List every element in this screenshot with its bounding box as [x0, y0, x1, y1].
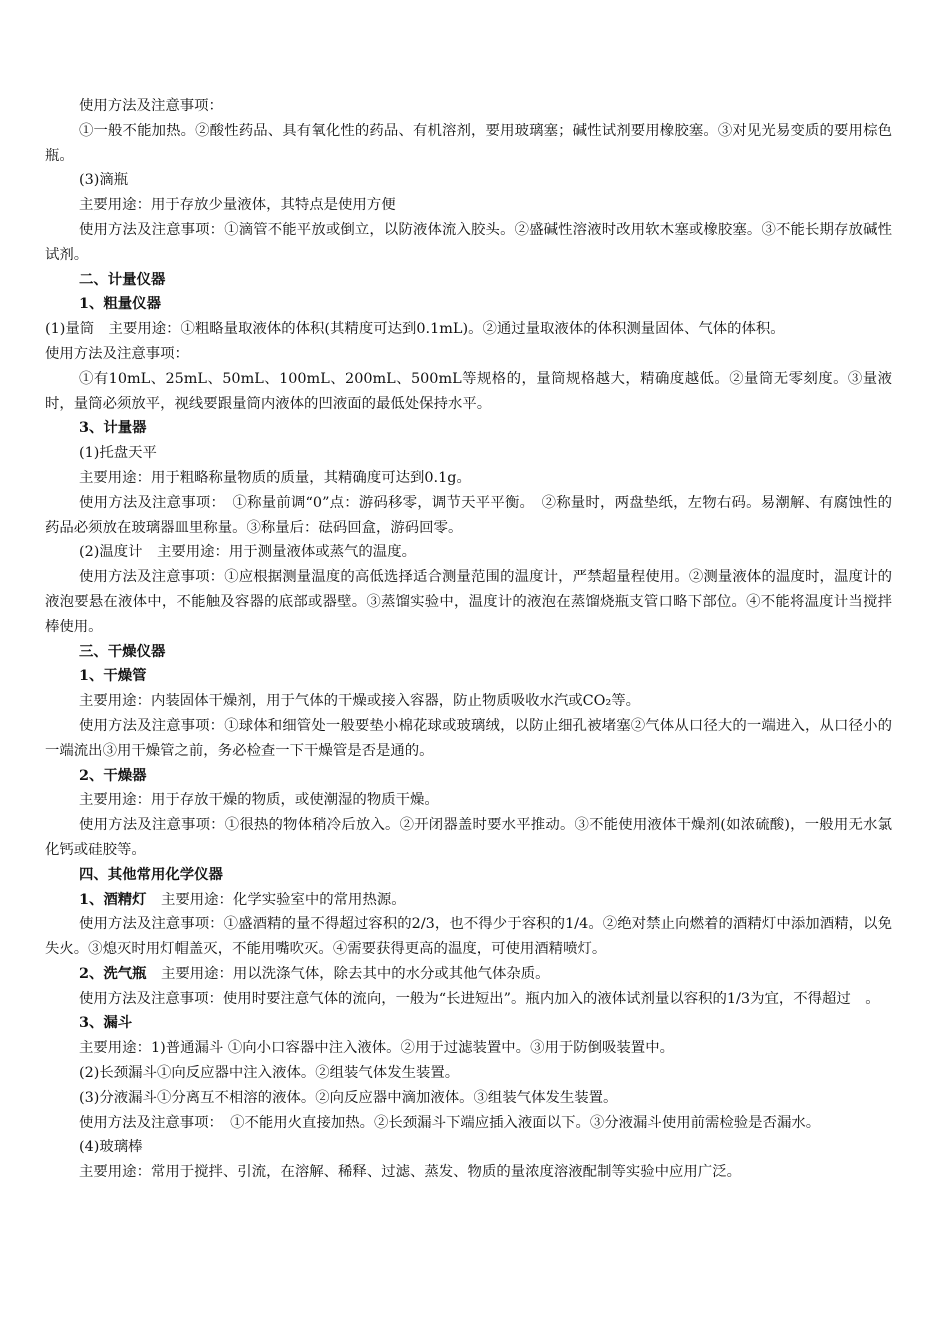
- text-desiccator-notes: 使用方法及注意事项：①很热的物体稍冷后放入。②开闭器盖时要水平推动。③不能使用液体干燥剂(如浓硫酸)，一般用无水氯化钙或硅胶等。: [45, 817, 892, 858]
- text-long-neck-funnel: (2)长颈漏斗①向反应器中注入液体。②组装气体发生装置。: [79, 1065, 460, 1082]
- text-balance-title: (1)托盘天平: [79, 445, 157, 462]
- text-desiccator-usage: 主要用途：用于存放干燥的物质，或使潮湿的物质干燥。: [79, 792, 439, 809]
- text-alcohol-lamp-usage: 主要用途：化学实验室中的常用热源。: [146, 891, 406, 908]
- section-heading-drying: 三、干燥仪器: [79, 642, 166, 660]
- subsection-heading-rough-measuring: 1、粗量仪器: [79, 295, 161, 313]
- text-graduated-cylinder-usage: (1)量筒 主要用途：①粗略量取液体的体积(其精度可达到0.1mL)。②通过量取液体的体积测量固体、气体的体积。: [45, 321, 785, 338]
- section-heading-other-instruments: 四、其他常用化学仪器: [79, 865, 223, 883]
- text-gas-washing-bottle-notes: 使用方法及注意事项：使用时要注意气体的流向，一般为“长进短出”。瓶内加入的液体试剂量以容积的1/3为宜，不得超过 。: [79, 990, 880, 1007]
- text-balance-usage: 主要用途：用于粗略称量物质的质量，其精确度可达到0.1g。: [79, 469, 471, 486]
- text-glass-rod-usage: 主要用途：常用于搅拌、引流，在溶解、稀释、过滤、蒸发、物质的量浓度溶液配制等实验中应用广泛。: [79, 1164, 741, 1181]
- heading-gas-washing-bottle: 2、洗气瓶: [79, 964, 147, 982]
- text-dropper-bottle-title: (3)滴瓶: [79, 172, 129, 189]
- text-gas-washing-bottle-usage: 主要用途：用以洗涤气体，除去其中的水分或其他气体杂质。: [146, 965, 550, 982]
- subsection-heading-funnel: 3、漏斗: [79, 1014, 133, 1032]
- heading-alcohol-lamp: 1、酒精灯: [79, 890, 147, 908]
- text-dropper-bottle-usage: 主要用途：用于存放少量液体，其特点是使用方便: [79, 197, 396, 214]
- text-glass-rod-title: (4)玻璃棒: [79, 1139, 143, 1156]
- text-graduated-cylinder-notes: ①有10mL、25mL、50mL、100mL、200mL、500mL等规格的，量筒规格越大，精确度越低。②量筒无零刻度。③量液时，量筒必须放平，视线要跟量筒内液体的凹液面的最低处保持水平。: [45, 370, 892, 412]
- text-gas-washing-bottle-line: [45, 962, 892, 987]
- text-alcohol-lamp-notes: 使用方法及注意事项：①盛酒精的量不得超过容积的2/3，也不得少于容积的1/4。②绝对禁止向燃着的酒精灯中添加酒精，以免失火。③熄灭时用灯帽盖灭，不能用嘴吹灭。④需要获得更高的温度，可使用酒精喷灯。: [45, 916, 892, 958]
- text-separatory-funnel: (3)分液漏斗①分离互不相溶的液体。②向反应器中滴加液体。③组装气体发生装置。: [79, 1089, 618, 1106]
- text-drying-tube-usage: 主要用途：内装固体干燥剂，用于气体的干燥或接入容器，防止物质吸收水汽或CO₂等。: [79, 693, 641, 710]
- subsection-heading-desiccator: 2、干燥器: [79, 766, 147, 784]
- text-funnel-notes: 使用方法及注意事项： ①不能用火直接加热。②长颈漏斗下端应插入液面以下。③分液漏斗使用前需检验是否漏水。: [79, 1114, 821, 1131]
- text-funnel-usage: 主要用途：1)普通漏斗 ①向小口容器中注入液体。②用于过滤装置中。③用于防倒吸装置中。: [79, 1040, 674, 1057]
- text-thermometer-usage: (2)温度计 主要用途：用于测量液体或蒸气的温度。: [79, 544, 416, 561]
- text-bottle-notes: ①一般不能加热。②酸性药品、具有氧化性的药品、有机溶剂，要用玻璃塞；碱性试剂要用橡胶塞。③对见光易变质的要用棕色瓶。: [45, 122, 892, 164]
- text-usage-notes-heading: 使用方法及注意事项：: [79, 98, 223, 114]
- text-alcohol-lamp-line: [45, 888, 892, 913]
- subsection-heading-drying-tube: 1、干燥管: [79, 667, 147, 685]
- text-thermometer-notes: 使用方法及注意事项：①应根据测量温度的高低选择适合测量范围的温度计，严禁超量程使用。②测量液体的温度时，温度计的液泡要悬在液体中，不能触及容器的底部或器壁。③蒸馏实验中，温度计的液泡在蒸馏烧瓶支管口略下部位。④不能将温度计当搅拌棒使用。: [45, 569, 892, 635]
- text-drying-tube-notes: 使用方法及注意事项：①球体和细管处一般要垫小棉花球或玻璃绒，以防止细孔被堵塞②气体从口径大的一端进入，从口径小的一端流出③用干燥管之前，务必检查一下干燥管是否是通的。: [45, 717, 892, 759]
- section-heading-measuring: 二、计量仪器: [79, 270, 166, 288]
- subsection-heading-meters: 3、计量器: [79, 419, 147, 437]
- text-balance-notes: 使用方法及注意事项： ①称量前调“0”点：游码移零，调节天平平衡。 ②称量时，两盘垫纸，左物右码。易潮解、有腐蚀性的药品必须放在玻璃器皿里称量。③称量后：砝码回盒，游码回零。: [45, 494, 892, 536]
- text-usage-notes-heading-2: 使用方法及注意事项：: [45, 345, 189, 362]
- text-dropper-bottle-notes: 使用方法及注意事项：①滴管不能平放或倒立，以防液体流入胶头。②盛碱性溶液时改用软木塞或橡胶塞。③不能长期存放碱性试剂。: [45, 221, 892, 263]
